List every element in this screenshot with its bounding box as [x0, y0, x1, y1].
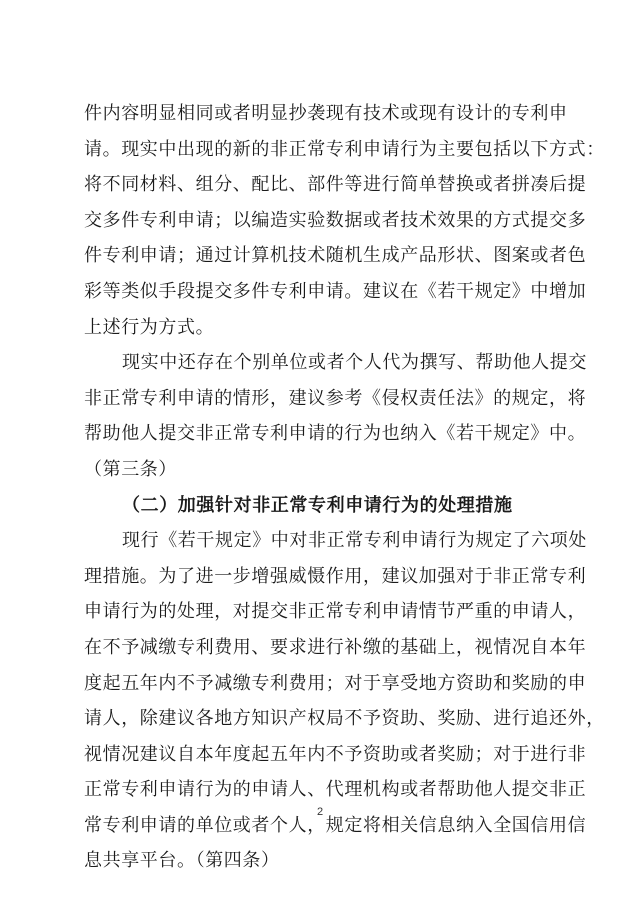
paragraph-start-line: 现实中还存在个别单位或者个人代为撰写、帮助他人提交 — [122, 352, 587, 374]
text-line: 件内容明显相同或者明显抄袭现有技术或现有设计的专利申 — [84, 103, 568, 124]
text-line: 请。现实中出现的新的非正常专利申请行为主要包括以下方式： — [84, 138, 605, 160]
text-line: 彩等类似手段提交多件专利申请。建议在《若干规定》中增加 — [84, 280, 587, 302]
text-line: 正常专利申请行为的申请人、代理机构或者帮助他人提交非正 — [84, 779, 587, 801]
text-line: 申请行为的处理，对提交非正常专利申请情节严重的申请人， — [84, 601, 587, 623]
paragraph-start-line: 现行《若干规定》中对非正常专利申请行为规定了六项处 — [122, 530, 587, 552]
text-line: 非正常专利申请的情形，建议参考《侵权责任法》的规定，将 — [84, 387, 587, 409]
text-line: 将不同材料、组分、配比、部件等进行简单替换或者拼凑后提 — [84, 174, 587, 196]
text-line: 息共享平台。（第四条） — [84, 850, 280, 872]
text-line: 视情况建议自本年度起五年内不予资助或者奖励；对于进行非 — [84, 743, 587, 765]
page-number: 2 — [316, 806, 324, 818]
text-line: 帮助他人提交非正常专利申请的行为也纳入《若干规定》中。 — [84, 423, 587, 445]
text-line: 理措施。为了进一步增强威慑作用，建议加强对于非正常专利 — [84, 565, 587, 587]
section-heading: （二）加强针对非正常专利申请行为的处理措施 — [122, 494, 513, 516]
text-line: 度起五年内不予减缴专利费用；对于享受地方资助和奖励的申 — [84, 672, 587, 694]
text-line: 请人，除建议各地方知识产权局不予资助、奖励、进行追还外， — [84, 708, 605, 730]
document-body — [84, 96, 605, 879]
text-line: 在不予减缴专利费用、要求进行补缴的基础上，视情况自本年 — [84, 636, 587, 658]
text-line: 交多件专利申请；以编造实验数据或者技术效果的方式提交多 — [84, 209, 587, 231]
text-line: 常专利申请的单位或者个人，规定将相关信息纳入全国信用信 — [84, 814, 587, 836]
article-reference: （第三条） — [84, 458, 177, 480]
text-line: 上述行为方式。 — [84, 316, 215, 338]
text-line: 件专利申请；通过计算机技术随机生成产品形状、图案或者色 — [84, 245, 587, 267]
